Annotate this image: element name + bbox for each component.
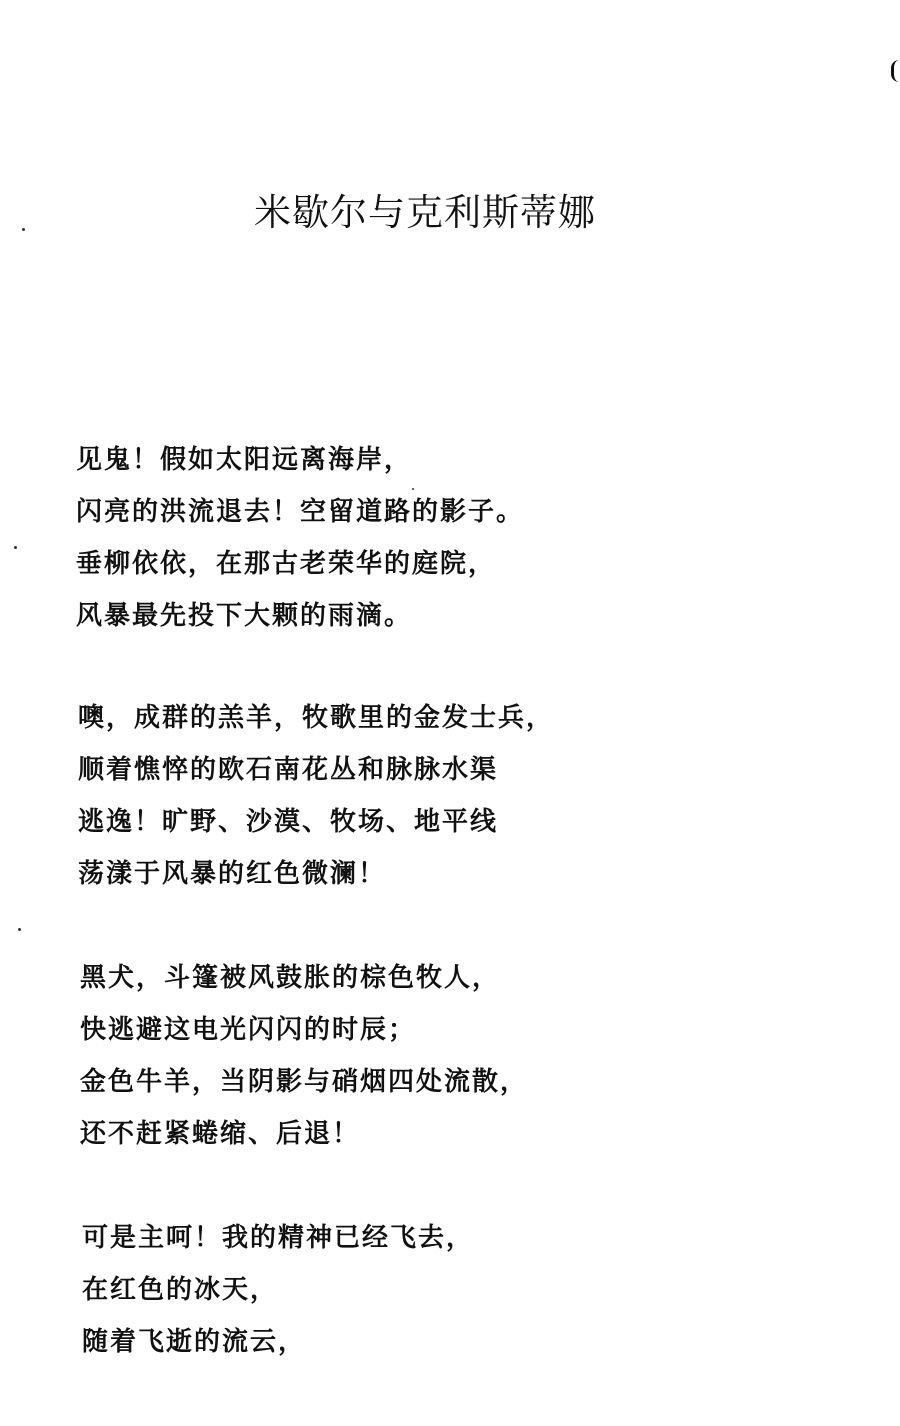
stanza-4 <box>82 1212 474 1368</box>
scan-speck <box>18 928 21 931</box>
poem-line: 风暴最先投下大颗的雨滴。 <box>76 601 413 631</box>
poem-line: 快逃避这电光闪闪的时辰； <box>80 1015 417 1045</box>
poem-line: 顺着憔悴的欧石南花丛和脉脉水渠 <box>78 755 499 785</box>
poem-line: 噢，成群的羔羊，牧歌里的金发士兵， <box>78 703 555 733</box>
poem-line: 见鬼！假如太阳远离海岸， <box>76 445 413 475</box>
poem-title: 米歇尔与克利斯蒂娜 <box>254 191 596 234</box>
poem-line: 金色牛羊，当阴影与硝烟四处流散， <box>80 1067 529 1097</box>
poem-line: 荡漾于风暴的红色微澜！ <box>78 859 387 889</box>
poem-line: 还不赶紧蜷缩、后退！ <box>80 1119 361 1149</box>
stanza-1 <box>76 434 524 642</box>
stanza-2 <box>78 692 554 900</box>
poem-line: 在红色的冰天， <box>82 1275 279 1305</box>
page-edge-mark <box>891 60 900 82</box>
poem-line: 垂柳依依，在那古老荣华的庭院， <box>76 549 497 579</box>
poem-line: 逃逸！旷野、沙漠、牧场、地平线 <box>78 807 499 837</box>
poem-line: 随着飞逝的流云， <box>82 1327 307 1357</box>
stanza-3 <box>80 952 528 1160</box>
scan-speck <box>14 546 17 549</box>
poem-line: 可是主呵！我的精神已经飞去， <box>82 1223 475 1253</box>
poem-line: 闪亮的洪流退去！空留道路的影子。 <box>76 497 525 527</box>
poem-line: 黑犬，斗篷被风鼓胀的棕色牧人， <box>80 963 501 993</box>
